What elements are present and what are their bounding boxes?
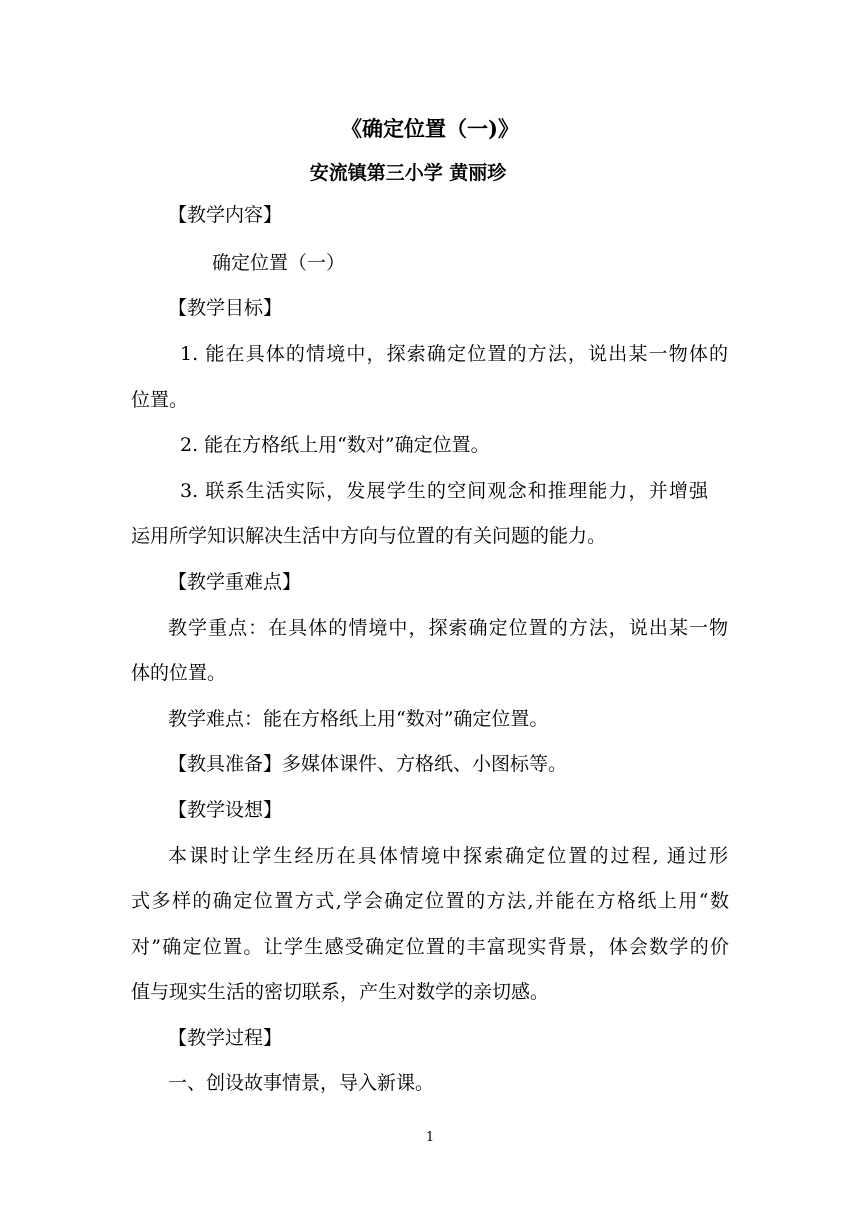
goal-2: 2. 能在方格纸上用“数对”确定位置。 [180,434,490,456]
document-title: 《确定位置（一)》 [341,116,519,141]
goal-3-line-1: 3. 联系生活实际，发展学生的空间观念和推理能力，并增强 [180,480,708,502]
section-heading-key-points: 【教学重难点】 [168,571,302,593]
goal-1-line-1: 1. 能在具体的情境中，探索确定位置的方法，说出某一物体的 [180,343,728,365]
content-text: 确定位置（一） [212,252,346,274]
idea-line-2: 式多样的确定位置方式,学会确定位置的方法,并能在方格纸上用“数 [131,890,729,912]
process-step-1: 一、创设故事情景，导入新课。 [168,1072,435,1094]
key-point-line-2: 体的位置。 [131,662,227,684]
key-point-line-1: 教学重点：在具体的情境中，探索确定位置的方法，说出某一物 [168,617,728,639]
materials-text: 【教具准备】多媒体课件、方格纸、小图标等。 [168,753,568,775]
section-heading-idea: 【教学设想】 [168,799,283,821]
author-line: 安流镇第三小学 黄丽珍 [309,162,507,184]
difficulty-text: 教学难点：能在方格纸上用“数对”确定位置。 [168,708,549,730]
section-heading-process: 【教学过程】 [168,1027,283,1049]
page-number: 1 [425,1130,435,1145]
goal-3-line-2: 运用所学知识解决生活中方向与位置的有关问题的能力。 [131,525,607,547]
idea-line-1: 本课时让学生经历在具体情境中探索确定位置的过程, 通过形 [168,845,728,867]
goal-1-line-2: 位置。 [131,389,189,411]
section-heading-content: 【教学内容】 [168,204,283,226]
section-heading-goals: 【教学目标】 [168,297,283,319]
idea-line-4: 值与现实生活的密切联系，产生对数学的亲切感。 [131,981,550,1003]
idea-line-3: 对”确定位置。让学生感受确定位置的丰富现实背景，体会数学的价 [131,936,729,958]
